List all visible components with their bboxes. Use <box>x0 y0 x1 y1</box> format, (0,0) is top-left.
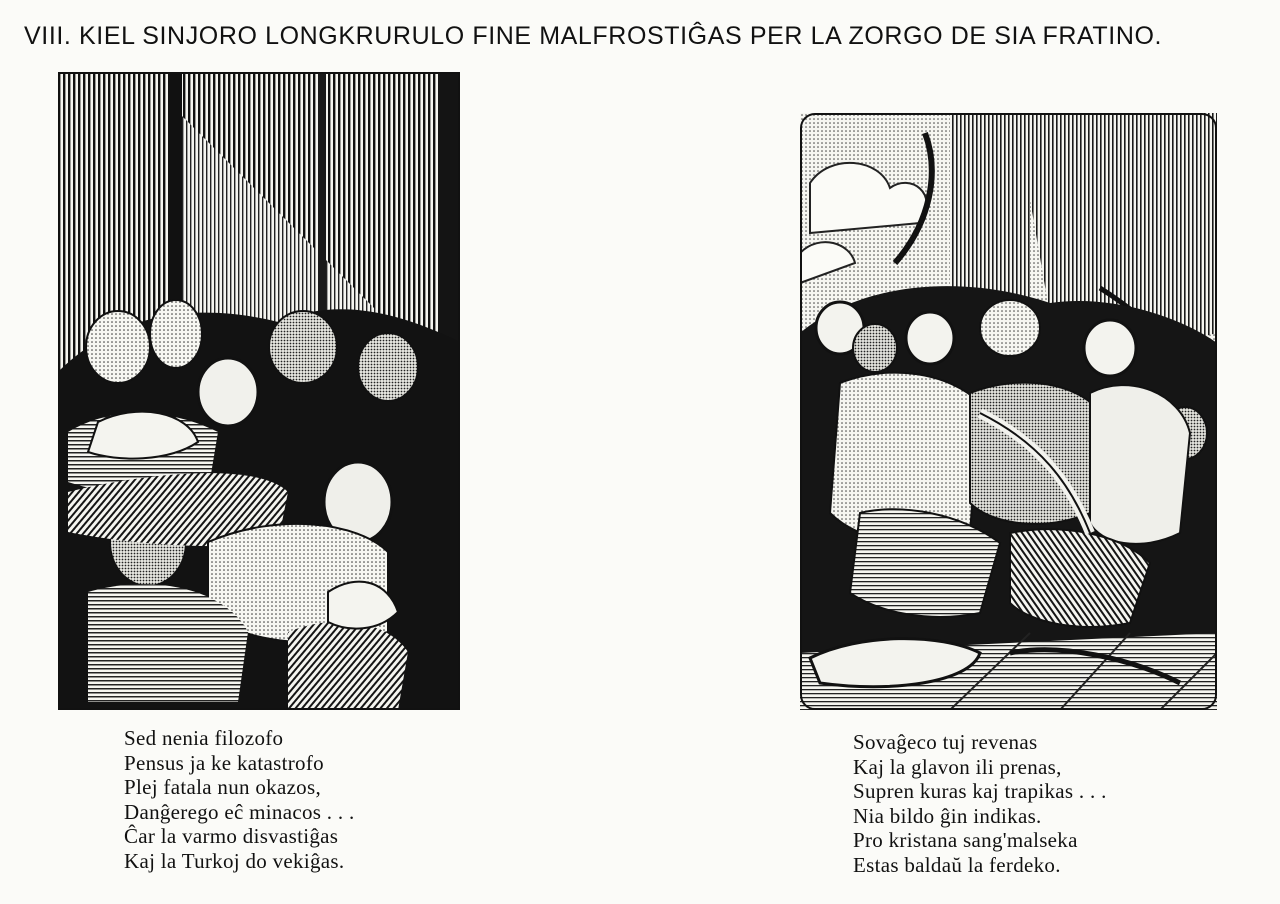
illustration-left <box>58 72 460 710</box>
verse-line: Plej fatala nun okazos, <box>124 775 322 799</box>
verse-line: Nia bildo ĝin indikas. <box>853 803 1042 828</box>
sword-fight-engraving-icon <box>800 113 1217 710</box>
verse-line: Ĉar la varmo disvastiĝas <box>124 824 339 848</box>
verse-line: Kaj la Turkoj do vekiĝas. <box>124 848 345 873</box>
verse-line: Sed nenia filozofo <box>124 726 284 750</box>
verse-line: Sovaĝeco tuj revenas <box>853 730 1038 754</box>
verse-right <box>853 730 1107 877</box>
verse-line: Danĝerego eĉ minacos . . . <box>124 799 355 824</box>
verse-line: Pensus ja ke katastrofo <box>124 750 324 775</box>
crowd-engraving-icon <box>58 72 460 710</box>
verse-line: Pro kristana sang'malseka <box>853 828 1078 852</box>
verse-line: Kaj la glavon ili prenas, <box>853 754 1062 779</box>
illustration-right <box>800 113 1217 710</box>
verse-line: Estas baldaŭ la ferdeko. <box>853 852 1061 877</box>
verse-left <box>124 726 355 873</box>
verse-line: Supren kuras kaj trapikas . . . <box>853 779 1107 803</box>
page-title: VIII. KIEL SINJORO LONGKRURULO FINE MALFROSTIĜAS PER LA ZORGO DE SIA FRATINO. <box>24 22 1163 50</box>
